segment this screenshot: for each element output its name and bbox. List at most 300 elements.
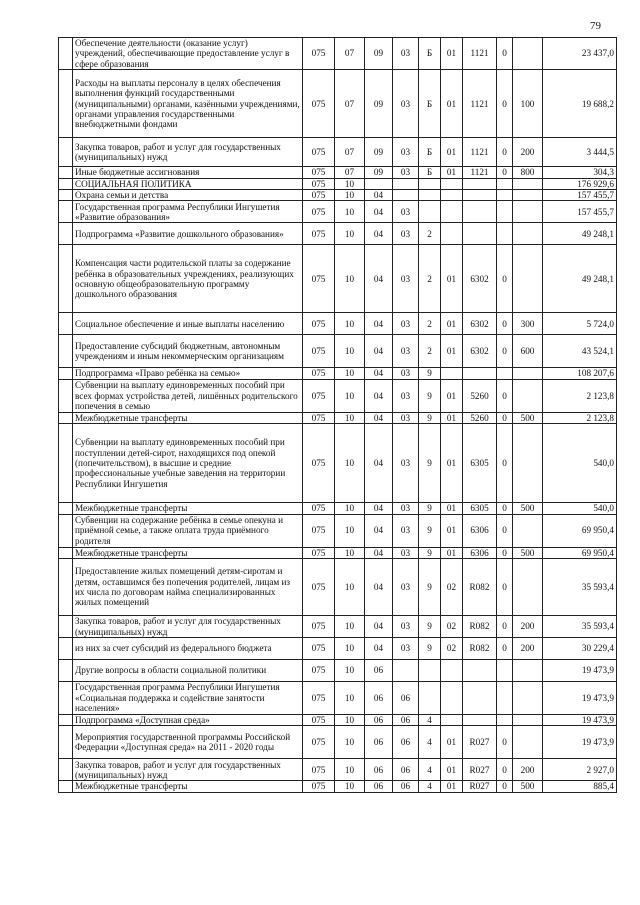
event-code-cell <box>441 368 463 379</box>
expense-type-code-cell <box>513 715 543 726</box>
sub-direction-code-cell: 0 <box>497 503 513 514</box>
table-row <box>59 616 617 638</box>
section-code-cell: 10 <box>335 178 365 189</box>
event-code-cell: 01 <box>441 781 463 792</box>
amount-cell: 19 473,9 <box>543 726 617 759</box>
subprogram-code-cell: Б <box>419 167 441 178</box>
item-name-cell: Межбюджетные трансферты <box>73 503 303 514</box>
event-code-cell <box>441 660 463 682</box>
expense-type-code-cell <box>513 682 543 715</box>
admin-code-cell: 075 <box>303 682 335 715</box>
table-row <box>59 138 617 167</box>
program-code-cell: 03 <box>393 559 419 616</box>
program-code-cell: 03 <box>393 503 419 514</box>
amount-cell: 540,0 <box>543 424 617 503</box>
amount-cell: 2 927,0 <box>543 759 617 781</box>
item-name-cell: Мероприятия государственной программы Российской Федерации «Доступная среда» на 2011 - 2020 годы <box>73 726 303 759</box>
admin-code-cell: 075 <box>303 38 335 70</box>
sub-direction-code-cell <box>497 660 513 682</box>
event-code-cell: 01 <box>441 245 463 313</box>
event-code-cell: 01 <box>441 167 463 178</box>
subprogram-code-cell: 9 <box>419 616 441 638</box>
row-margin-cell <box>59 547 73 558</box>
direction-code-cell: R027 <box>463 781 497 792</box>
direction-code-cell <box>463 682 497 715</box>
expense-type-code-cell <box>513 38 543 70</box>
event-code-cell: 02 <box>441 638 463 660</box>
amount-cell: 2 123,8 <box>543 379 617 412</box>
row-margin-cell <box>59 726 73 759</box>
direction-code-cell <box>463 178 497 189</box>
item-name-cell: Межбюджетные трансферты <box>73 781 303 792</box>
program-code-cell: 03 <box>393 223 419 245</box>
program-code-cell: 03 <box>393 38 419 70</box>
row-margin-cell <box>59 70 73 138</box>
section-code-cell: 10 <box>335 559 365 616</box>
row-margin-cell <box>59 412 73 423</box>
sub-direction-code-cell: 0 <box>497 138 513 167</box>
program-code-cell: 06 <box>393 726 419 759</box>
subsection-code-cell: 04 <box>365 190 393 201</box>
amount-cell: 19 473,9 <box>543 682 617 715</box>
direction-code-cell: 1121 <box>463 138 497 167</box>
event-code-cell <box>441 178 463 189</box>
amount-cell: 5 724,0 <box>543 313 617 335</box>
expense-type-code-cell: 500 <box>513 781 543 792</box>
sub-direction-code-cell: 0 <box>497 167 513 178</box>
table-row <box>59 201 617 223</box>
admin-code-cell: 075 <box>303 514 335 547</box>
table-row <box>59 660 617 682</box>
expense-type-code-cell: 200 <box>513 138 543 167</box>
subsection-code-cell: 04 <box>365 201 393 223</box>
budget-table-body <box>59 38 617 793</box>
table-row <box>59 682 617 715</box>
section-code-cell: 07 <box>335 167 365 178</box>
item-name-cell: Субвенции на выплату единовременных пособий при всех формах устройства детей, лишённых родительского попечения в семью <box>73 379 303 412</box>
event-code-cell: 01 <box>441 759 463 781</box>
section-code-cell: 10 <box>335 682 365 715</box>
event-code-cell: 01 <box>441 726 463 759</box>
admin-code-cell: 075 <box>303 70 335 138</box>
program-code-cell: 06 <box>393 759 419 781</box>
direction-code-cell: 5260 <box>463 412 497 423</box>
row-margin-cell <box>59 245 73 313</box>
sub-direction-code-cell <box>497 368 513 379</box>
section-code-cell: 10 <box>335 726 365 759</box>
subsection-code-cell: 04 <box>365 638 393 660</box>
subprogram-code-cell <box>419 682 441 715</box>
sub-direction-code-cell: 0 <box>497 245 513 313</box>
page-number: 79 <box>590 20 601 32</box>
table-row <box>59 759 617 781</box>
program-code-cell: 03 <box>393 138 419 167</box>
amount-cell: 35 593,4 <box>543 616 617 638</box>
event-code-cell <box>441 715 463 726</box>
program-code-cell: 03 <box>393 514 419 547</box>
section-code-cell: 10 <box>335 379 365 412</box>
admin-code-cell: 075 <box>303 201 335 223</box>
event-code-cell <box>441 223 463 245</box>
sub-direction-code-cell: 0 <box>497 335 513 368</box>
sub-direction-code-cell: 0 <box>497 781 513 792</box>
event-code-cell: 01 <box>441 503 463 514</box>
row-margin-cell <box>59 167 73 178</box>
section-code-cell: 10 <box>335 245 365 313</box>
section-code-cell: 10 <box>335 313 365 335</box>
item-name-cell: Подпрограмма «Доступная среда» <box>73 715 303 726</box>
table-row <box>59 368 617 379</box>
table-row <box>59 781 617 792</box>
subprogram-code-cell: 9 <box>419 514 441 547</box>
direction-code-cell <box>463 660 497 682</box>
expense-type-code-cell <box>513 178 543 189</box>
program-code-cell: 03 <box>393 70 419 138</box>
admin-code-cell: 075 <box>303 138 335 167</box>
amount-cell: 49 248,1 <box>543 245 617 313</box>
subsection-code-cell: 04 <box>365 616 393 638</box>
sub-direction-code-cell: 0 <box>497 412 513 423</box>
table-row <box>59 38 617 70</box>
event-code-cell: 01 <box>441 335 463 368</box>
direction-code-cell: R082 <box>463 616 497 638</box>
direction-code-cell: 6306 <box>463 547 497 558</box>
subprogram-code-cell: 2 <box>419 245 441 313</box>
direction-code-cell: R027 <box>463 726 497 759</box>
admin-code-cell: 075 <box>303 178 335 189</box>
expense-type-code-cell: 600 <box>513 335 543 368</box>
expense-type-code-cell <box>513 726 543 759</box>
subprogram-code-cell <box>419 178 441 189</box>
admin-code-cell: 075 <box>303 379 335 412</box>
event-code-cell: 01 <box>441 424 463 503</box>
direction-code-cell: 6302 <box>463 335 497 368</box>
sub-direction-code-cell: 0 <box>497 559 513 616</box>
event-code-cell: 02 <box>441 559 463 616</box>
subsection-code-cell: 06 <box>365 726 393 759</box>
subsection-code-cell: 06 <box>365 682 393 715</box>
direction-code-cell <box>463 190 497 201</box>
table-row <box>59 178 617 189</box>
sub-direction-code-cell <box>497 190 513 201</box>
row-margin-cell <box>59 335 73 368</box>
amount-cell: 3 444,5 <box>543 138 617 167</box>
expense-type-code-cell <box>513 514 543 547</box>
sub-direction-code-cell: 0 <box>497 70 513 138</box>
admin-code-cell: 075 <box>303 726 335 759</box>
sub-direction-code-cell: 0 <box>497 38 513 70</box>
admin-code-cell: 075 <box>303 313 335 335</box>
subprogram-code-cell <box>419 201 441 223</box>
item-name-cell: Закупка товаров, работ и услуг для государственных (муниципальных) нужд <box>73 759 303 781</box>
row-margin-cell <box>59 178 73 189</box>
expense-type-code-cell: 200 <box>513 616 543 638</box>
amount-cell: 157 455,7 <box>543 201 617 223</box>
admin-code-cell: 075 <box>303 424 335 503</box>
item-name-cell: Государственная программа Республики Ингушетия «Развитие образования» <box>73 201 303 223</box>
subsection-code-cell: 06 <box>365 781 393 792</box>
subprogram-code-cell: 2 <box>419 335 441 368</box>
item-name-cell: Охрана семьи и детства <box>73 190 303 201</box>
table-row <box>59 379 617 412</box>
table-row <box>59 223 617 245</box>
amount-cell: 108 207,6 <box>543 368 617 379</box>
direction-code-cell: 6305 <box>463 424 497 503</box>
table-row <box>59 726 617 759</box>
program-code-cell: 03 <box>393 335 419 368</box>
row-margin-cell <box>59 503 73 514</box>
subprogram-code-cell: 4 <box>419 759 441 781</box>
sub-direction-code-cell: 0 <box>497 759 513 781</box>
subsection-code-cell: 04 <box>365 379 393 412</box>
admin-code-cell: 075 <box>303 638 335 660</box>
program-code-cell <box>393 660 419 682</box>
section-code-cell: 10 <box>335 715 365 726</box>
section-code-cell: 07 <box>335 38 365 70</box>
amount-cell: 176 929,6 <box>543 178 617 189</box>
row-margin-cell <box>59 201 73 223</box>
item-name-cell: Расходы на выплаты персоналу в целях обеспечения выполнения функций государственными (муниципальными) органами, казёнными учреждениями, органами управления государственными внебюджетными фондами <box>73 70 303 138</box>
subsection-code-cell: 06 <box>365 660 393 682</box>
table-row <box>59 424 617 503</box>
item-name-cell: Предоставление субсидий бюджетным, автономным учреждениям и иным некоммерческим организациям <box>73 335 303 368</box>
item-name-cell: Подпрограмма «Право ребёнка на семью» <box>73 368 303 379</box>
program-code-cell: 03 <box>393 245 419 313</box>
row-margin-cell <box>59 660 73 682</box>
sub-direction-code-cell <box>497 201 513 223</box>
program-code-cell: 03 <box>393 379 419 412</box>
amount-cell: 35 593,4 <box>543 559 617 616</box>
item-name-cell: Иные бюджетные ассигнования <box>73 167 303 178</box>
expense-type-code-cell: 500 <box>513 412 543 423</box>
section-code-cell: 10 <box>335 759 365 781</box>
table-row <box>59 313 617 335</box>
admin-code-cell: 075 <box>303 715 335 726</box>
amount-cell: 69 950,4 <box>543 514 617 547</box>
expense-type-code-cell <box>513 379 543 412</box>
admin-code-cell: 075 <box>303 781 335 792</box>
section-code-cell: 10 <box>335 201 365 223</box>
admin-code-cell: 075 <box>303 167 335 178</box>
expense-type-code-cell: 100 <box>513 70 543 138</box>
table-row <box>59 547 617 558</box>
program-code-cell: 03 <box>393 547 419 558</box>
item-name-cell: СОЦИАЛЬНАЯ ПОЛИТИКА <box>73 178 303 189</box>
admin-code-cell: 075 <box>303 503 335 514</box>
section-code-cell: 07 <box>335 138 365 167</box>
table-row <box>59 245 617 313</box>
event-code-cell <box>441 201 463 223</box>
amount-cell: 157 455,7 <box>543 190 617 201</box>
section-code-cell: 10 <box>335 781 365 792</box>
program-code-cell: 03 <box>393 616 419 638</box>
direction-code-cell: 6306 <box>463 514 497 547</box>
direction-code-cell: R027 <box>463 759 497 781</box>
subsection-code-cell: 04 <box>365 223 393 245</box>
subsection-code-cell: 04 <box>365 335 393 368</box>
subprogram-code-cell: 9 <box>419 559 441 616</box>
amount-cell: 304,3 <box>543 167 617 178</box>
item-name-cell: Межбюджетные трансферты <box>73 412 303 423</box>
table-row <box>59 167 617 178</box>
event-code-cell <box>441 682 463 715</box>
amount-cell: 23 437,0 <box>543 38 617 70</box>
direction-code-cell: 6305 <box>463 503 497 514</box>
sub-direction-code-cell: 0 <box>497 726 513 759</box>
amount-cell: 540,0 <box>543 503 617 514</box>
item-name-cell: Закупка товаров, работ и услуг для государственных (муниципальных) нужд <box>73 138 303 167</box>
table-row <box>59 190 617 201</box>
table-row <box>59 514 617 547</box>
admin-code-cell: 075 <box>303 223 335 245</box>
subsection-code-cell: 04 <box>365 368 393 379</box>
expense-type-code-cell <box>513 201 543 223</box>
event-code-cell: 01 <box>441 138 463 167</box>
program-code-cell: 03 <box>393 313 419 335</box>
row-margin-cell <box>59 514 73 547</box>
direction-code-cell: 1121 <box>463 70 497 138</box>
row-margin-cell <box>59 559 73 616</box>
item-name-cell: из них за счет субсидий из федерального бюджета <box>73 638 303 660</box>
expense-type-code-cell: 300 <box>513 313 543 335</box>
event-code-cell: 01 <box>441 379 463 412</box>
subprogram-code-cell: 4 <box>419 726 441 759</box>
subsection-code-cell: 04 <box>365 547 393 558</box>
row-margin-cell <box>59 682 73 715</box>
sub-direction-code-cell: 0 <box>497 547 513 558</box>
sub-direction-code-cell: 0 <box>497 514 513 547</box>
section-code-cell: 10 <box>335 514 365 547</box>
program-code-cell: 06 <box>393 715 419 726</box>
program-code-cell: 06 <box>393 682 419 715</box>
event-code-cell: 01 <box>441 38 463 70</box>
section-code-cell: 07 <box>335 70 365 138</box>
amount-cell: 49 248,1 <box>543 223 617 245</box>
section-code-cell: 10 <box>335 412 365 423</box>
subsection-code-cell: 04 <box>365 245 393 313</box>
admin-code-cell: 075 <box>303 616 335 638</box>
row-margin-cell <box>59 781 73 792</box>
subprogram-code-cell: 9 <box>419 368 441 379</box>
event-code-cell: 02 <box>441 616 463 638</box>
subprogram-code-cell: 9 <box>419 379 441 412</box>
table-row <box>59 70 617 138</box>
program-code-cell: 06 <box>393 781 419 792</box>
subprogram-code-cell: 9 <box>419 424 441 503</box>
program-code-cell: 03 <box>393 167 419 178</box>
subprogram-code-cell: 2 <box>419 313 441 335</box>
section-code-cell: 10 <box>335 190 365 201</box>
subsection-code-cell: 06 <box>365 715 393 726</box>
program-code-cell: 03 <box>393 368 419 379</box>
program-code-cell: 03 <box>393 412 419 423</box>
item-name-cell: Подпрограмма «Развитие дошкольного образования» <box>73 223 303 245</box>
amount-cell: 30 229,4 <box>543 638 617 660</box>
direction-code-cell: R082 <box>463 638 497 660</box>
row-margin-cell <box>59 313 73 335</box>
row-margin-cell <box>59 638 73 660</box>
section-code-cell: 10 <box>335 660 365 682</box>
direction-code-cell <box>463 223 497 245</box>
row-margin-cell <box>59 190 73 201</box>
direction-code-cell <box>463 201 497 223</box>
sub-direction-code-cell: 0 <box>497 379 513 412</box>
program-code-cell: 03 <box>393 201 419 223</box>
event-code-cell: 01 <box>441 70 463 138</box>
expense-type-code-cell <box>513 368 543 379</box>
admin-code-cell: 075 <box>303 559 335 616</box>
expense-type-code-cell <box>513 660 543 682</box>
program-code-cell: 03 <box>393 424 419 503</box>
section-code-cell: 10 <box>335 368 365 379</box>
subsection-code-cell: 04 <box>365 412 393 423</box>
row-margin-cell <box>59 715 73 726</box>
table-row <box>59 715 617 726</box>
program-code-cell <box>393 178 419 189</box>
amount-cell: 2 123,8 <box>543 412 617 423</box>
direction-code-cell: 1121 <box>463 167 497 178</box>
admin-code-cell: 075 <box>303 412 335 423</box>
program-code-cell: 03 <box>393 638 419 660</box>
admin-code-cell: 075 <box>303 547 335 558</box>
section-code-cell: 10 <box>335 638 365 660</box>
event-code-cell: 01 <box>441 412 463 423</box>
item-name-cell: Закупка товаров, работ и услуг для государственных (муниципальных) нужд <box>73 616 303 638</box>
subprogram-code-cell: 9 <box>419 412 441 423</box>
subprogram-code-cell <box>419 660 441 682</box>
subprogram-code-cell: 9 <box>419 503 441 514</box>
sub-direction-code-cell: 0 <box>497 616 513 638</box>
expense-type-code-cell: 800 <box>513 167 543 178</box>
expense-type-code-cell: 500 <box>513 547 543 558</box>
amount-cell: 69 950,4 <box>543 547 617 558</box>
sub-direction-code-cell: 0 <box>497 313 513 335</box>
expense-type-code-cell <box>513 559 543 616</box>
admin-code-cell: 075 <box>303 660 335 682</box>
item-name-cell: Обеспечение деятельности (оказание услуг) учреждений, обеспечивающие предоставление услуг в сфере образования <box>73 38 303 70</box>
subprogram-code-cell: 4 <box>419 715 441 726</box>
row-margin-cell <box>59 38 73 70</box>
direction-code-cell: 6302 <box>463 313 497 335</box>
subprogram-code-cell: Б <box>419 70 441 138</box>
event-code-cell: 01 <box>441 313 463 335</box>
sub-direction-code-cell <box>497 223 513 245</box>
row-margin-cell <box>59 379 73 412</box>
table-row <box>59 412 617 423</box>
row-margin-cell <box>59 223 73 245</box>
amount-cell: 19 473,9 <box>543 660 617 682</box>
amount-cell: 19 473,9 <box>543 715 617 726</box>
item-name-cell: Предоставление жилых помещений детям-сиротам и детям, оставшимся без попечения родителей, лицам из их числа по договорам найма специализированных жилых помещений <box>73 559 303 616</box>
subsection-code-cell: 04 <box>365 503 393 514</box>
amount-cell: 885,4 <box>543 781 617 792</box>
admin-code-cell: 075 <box>303 759 335 781</box>
item-name-cell: Другие вопросы в области социальной политики <box>73 660 303 682</box>
section-code-cell: 10 <box>335 503 365 514</box>
section-code-cell: 10 <box>335 547 365 558</box>
table-row <box>59 559 617 616</box>
row-margin-cell <box>59 368 73 379</box>
subsection-code-cell: 04 <box>365 559 393 616</box>
item-name-cell: Субвенции на содержание ребёнка в семье опекуна и приёмной семье, а также оплата труда приёмного родителя <box>73 514 303 547</box>
subsection-code-cell: 09 <box>365 70 393 138</box>
section-code-cell: 10 <box>335 424 365 503</box>
direction-code-cell <box>463 368 497 379</box>
expense-type-code-cell <box>513 424 543 503</box>
expense-type-code-cell <box>513 245 543 313</box>
direction-code-cell: 1121 <box>463 38 497 70</box>
subsection-code-cell: 09 <box>365 38 393 70</box>
